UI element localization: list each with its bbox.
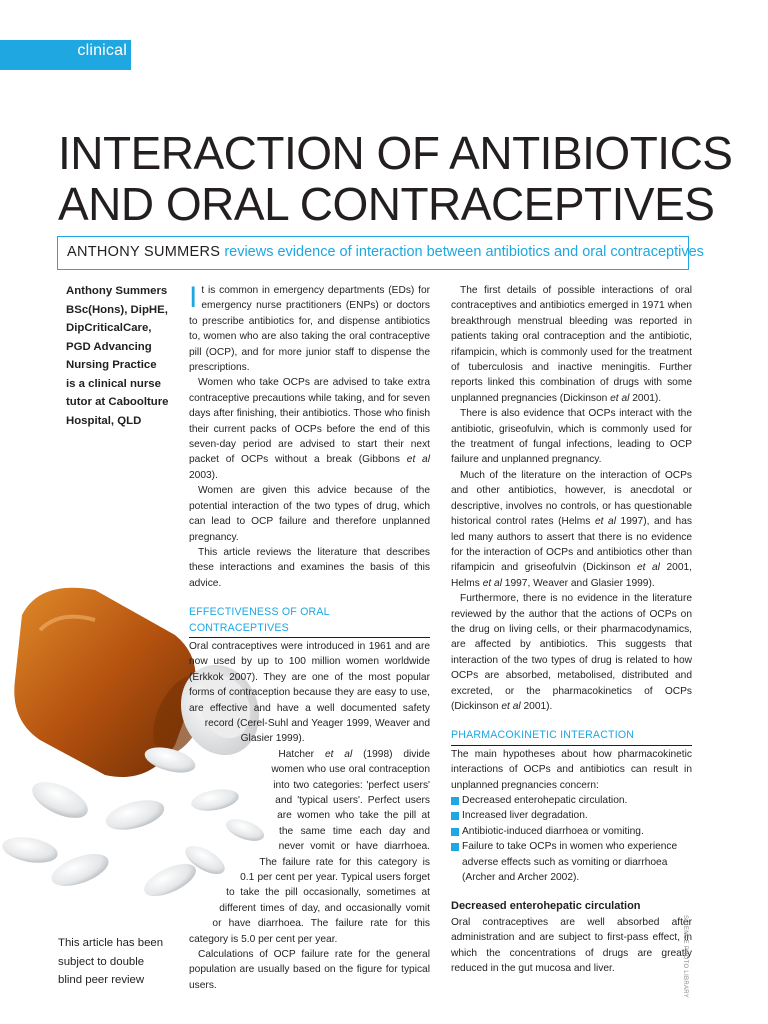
bullet-text: Failure to take OCPs in women who experience adverse effects such as vomiting or diarrhoea (Archer and Archer 2002). bbox=[462, 841, 678, 884]
standfirst bbox=[57, 236, 704, 270]
paragraph bbox=[189, 375, 430, 483]
paragraph: There is also evidence that OCPs interact with the antibiotic, griseofulvin, which is commonly used for the treatment of fungal infections, leading to OCP failure and unplanned pregnancy. bbox=[451, 408, 692, 466]
bullet-item bbox=[451, 793, 692, 808]
bio-line: Nursing Practice bbox=[66, 359, 157, 371]
paragraph bbox=[189, 283, 430, 375]
section-tab-label: clinical bbox=[77, 42, 127, 59]
subsection-heading: Decreased enterohepatic circulation bbox=[451, 900, 641, 913]
bio-line: PGD Advancing bbox=[66, 340, 152, 353]
bullet-text: Increased liver degradation. bbox=[462, 810, 588, 822]
paragraph: Oral contraceptives were introduced in 1961 and are now used by up to 100 million women worldwide (Erkkok 2007). They are one of the most popular forms of contraception because they are easy to use, are effective and have a well documented safety record (Cerel-Suhl and Yeager 1999, Weaver and Glasier 1999). bbox=[189, 640, 430, 745]
paragraph-text: Much of the literature on the interaction of OCPs and other antibiotics, however, is anecdotal or descriptive, involves no controls, or has questionable historical control rates (Helms bbox=[451, 469, 692, 528]
bullet-item bbox=[451, 824, 692, 839]
bullet-square-icon bbox=[451, 812, 459, 820]
title-line-2: AND ORAL CONTRACEPTIVES bbox=[58, 178, 715, 230]
bio-line: BSc(Hons), DipHE, bbox=[66, 303, 168, 316]
bio-line: DipCriticalCare, bbox=[66, 322, 152, 334]
section-heading: EFFECTIVENESS OF ORAL CONTRACEPTIVES bbox=[189, 605, 430, 638]
section-tab bbox=[0, 40, 131, 70]
paragraph: Women are given this advice because of the potential interaction of the two types of drug, which can lead to OCP failure and therefore unplanned pregnancy. bbox=[189, 485, 430, 543]
et-al: et al bbox=[610, 392, 630, 404]
author-bio bbox=[66, 282, 181, 430]
et-al: et al bbox=[636, 562, 660, 574]
paragraph: The main hypotheses about how pharmacokinetic interactions of OCPs and antibiotics can result in unplanned pregnancies concern: bbox=[451, 748, 692, 791]
bullet-text: Antibiotic-induced diarrhoea or vomiting. bbox=[462, 825, 644, 837]
bio-line: is a clinical nurse bbox=[66, 377, 161, 390]
bullet-item bbox=[451, 808, 692, 823]
paragraph-text: Women who take OCPs are advised to take extra contraceptive precautions while taking, and for seven days after finishing, their antibiotics. Those who finish their current packs of OCPs before the end of this seven-day period are advised to start their next packet of OCPs without a break (Gibbons bbox=[189, 377, 430, 466]
paragraph-text: 1997, Weaver and Glasier 1999). bbox=[501, 577, 655, 589]
drop-cap: I bbox=[189, 281, 198, 314]
peer-review-note bbox=[58, 934, 178, 990]
paragraph-text: Hatcher bbox=[278, 748, 325, 760]
bio-line: Hospital, QLD bbox=[66, 414, 142, 427]
et-al: et al bbox=[594, 516, 616, 528]
paragraph-text: 2001). bbox=[629, 392, 662, 404]
article-column-2 bbox=[451, 283, 692, 976]
paragraph: Calculations of OCP failure rate for the general population are usually based on the figure for typical users. bbox=[189, 949, 430, 991]
paragraph-text: 2001, Helms bbox=[451, 562, 692, 589]
standfirst-description: reviews evidence of interaction between antibiotics and oral contraceptives bbox=[224, 244, 704, 260]
paragraph-text: t is common in emergency departments (EDs) for emergency nurse practitioners (ENPs) or doctors to prescribe antibiotics for, and dispense antibiotics to, women who are also taking the oral contraceptive pill (OCP), and for more junior staff to dispense the prescriptions. bbox=[189, 285, 430, 374]
paragraph bbox=[451, 591, 692, 714]
peer-review-line: This article has been bbox=[58, 937, 164, 949]
standfirst-author: ANTHONY SUMMERS bbox=[67, 244, 221, 260]
peer-review-line: blind peer review bbox=[58, 974, 145, 986]
bullet-item bbox=[451, 839, 692, 885]
peer-review-line: subject to double bbox=[58, 955, 145, 968]
et-al: et al bbox=[501, 700, 521, 712]
et-al: et al bbox=[324, 748, 353, 760]
image-credit: SCIENCE PHOTO LIBRARY bbox=[682, 915, 688, 999]
section-heading: PHARMACOKINETIC INTERACTION bbox=[451, 728, 692, 745]
bio-line: Anthony Summers bbox=[66, 285, 168, 297]
paragraph-text: (1998) divide women who use oral contraception into two categories: 'perfect users' and 'typical users'. Perfect users are women who take the pill at the same time each day and never vomit or have diarrhoea. The failure rate for this category is 0.1 per cent per year. Typical users forget to take the pill occasionally, sometimes at different times of day, and occasionally vomit or have diarrhoea. The failure rate for this category is 5.0 per cent per year. bbox=[189, 748, 430, 945]
bullet-list bbox=[451, 793, 692, 885]
bullet-text: Decreased enterohepatic circulation. bbox=[462, 795, 628, 806]
et-al: et al bbox=[406, 454, 430, 466]
et-al: et al bbox=[482, 577, 502, 589]
paragraph: This article reviews the literature that describes these interactions and examines the basis of this advice. bbox=[189, 546, 430, 589]
paragraph bbox=[451, 468, 692, 591]
bullet-square-icon bbox=[451, 843, 459, 851]
bullet-square-icon bbox=[451, 797, 459, 805]
paragraph-text: 1997), and has led many authors to assert that there is no evidence for the interaction of OCPs and antibiotics other than rifampicin and griseofulvin (Dickinson bbox=[451, 516, 692, 574]
paragraph-text: Furthermore, there is no evidence in the literature reviewed by the author that the actions of OCPs on the drug on living cells, or their pharmacodynamics, are affected by antibiotics. This suggests that interaction of the two types of drug is related to how OCPs are absorbed, metabolised, distributed and excreted, or the pharmacokinetics of OCPs (Dickinson bbox=[451, 593, 692, 712]
bio-line: tutor at Caboolture bbox=[66, 396, 169, 408]
paragraph: Oral contraceptives are well absorbed after administration and are subject to first-pass effect, in which the concentrations of drugs are greatly reduced in the gut mucosa and liver. bbox=[451, 916, 692, 975]
paragraph-text: 2001). bbox=[520, 700, 553, 712]
paragraph-text: 2003). bbox=[189, 469, 218, 481]
title-line-1: INTERACTION OF ANTIBIOTICS bbox=[58, 127, 733, 179]
article-title bbox=[58, 128, 732, 230]
bullet-square-icon bbox=[451, 828, 459, 836]
paragraph-text: The first details of possible interactions of oral contraceptives and antibiotics emerged in 1971 when breakthrough menstrual bleeding was reported in patients taking oral contraception and the antibiotic, rifampicin, which is commonly used for the treatment of tuberculosis and inactive meningitis. Further reports linked this combination of drugs with some unplanned pregnancies (Dickinson bbox=[451, 285, 692, 404]
paragraph bbox=[451, 283, 692, 406]
article-column-1 bbox=[189, 283, 430, 993]
